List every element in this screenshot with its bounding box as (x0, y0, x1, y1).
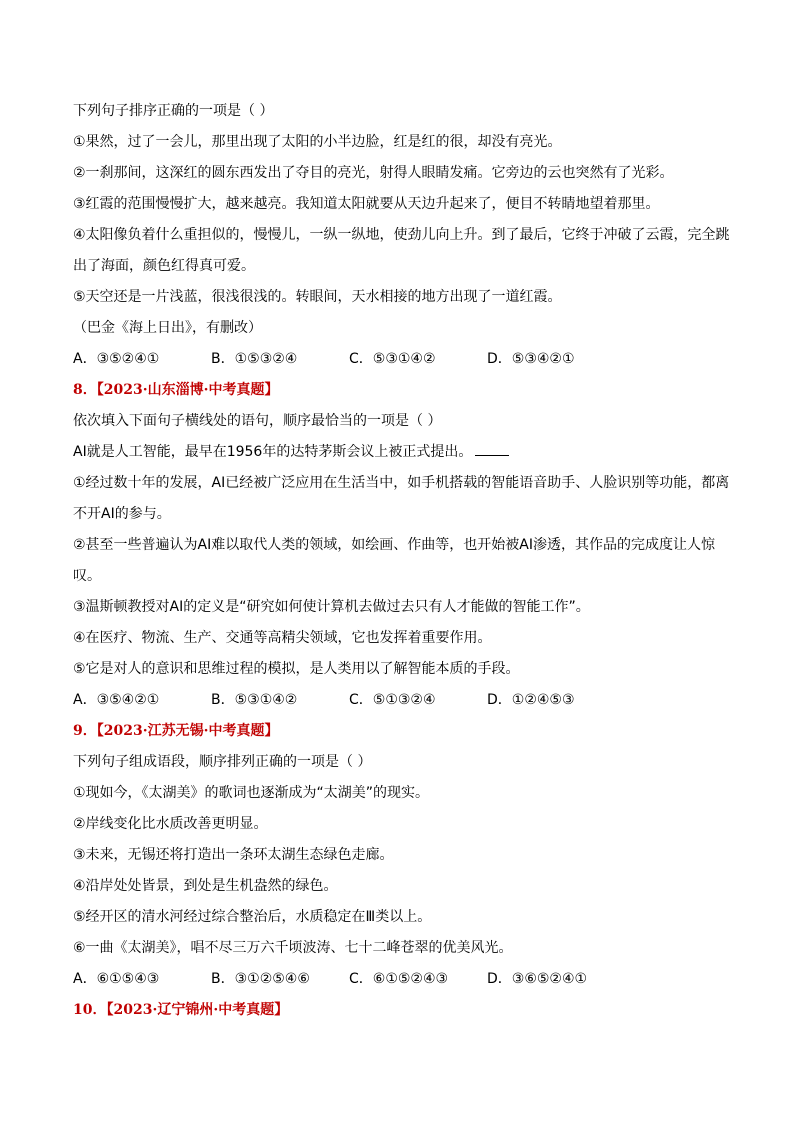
q8-options (73, 691, 733, 709)
q9-sentence-4: ④沿岸处处皆景，到处是生机盎然的绿色。 (73, 878, 338, 894)
q8-heading: 8．【2023·山东淄博·中考真题】 (73, 382, 279, 398)
q9-option-b[interactable]: B．③①②⑤④⑥ (211, 971, 310, 987)
q7-option-a[interactable]: A．③⑤②④① (73, 351, 160, 367)
q7-option-c[interactable]: C．⑤③①④② (349, 351, 436, 367)
q7-sentence-4: ④太阳像负着什么重担似的，慢慢儿，一纵一纵地，使劲儿向上升。到了最后，它终于冲破了云霞，完全跳出了海面，颜色红得真可爱。 (73, 227, 730, 274)
q9-option-d[interactable]: D．③⑥⑤②④① (487, 971, 588, 987)
q9-heading: 9．【2023·江苏无锡·中考真题】 (73, 723, 279, 739)
q8-option-c[interactable]: C．⑤①③②④ (349, 692, 436, 708)
q8-option-a[interactable]: A．③⑤④②① (73, 692, 160, 708)
q8-sentence-5: ⑤它是对人的意识和思维过程的模拟，是人类用以了解智能本质的手段。 (73, 661, 520, 677)
q9-sentence-1: ①现如今，《太湖美》的歌词也逐渐成为“太湖美”的现实。 (73, 785, 430, 801)
q7-options (73, 350, 733, 368)
q7-option-b[interactable]: B．①⑤③②④ (211, 351, 298, 367)
q9-sentence-5: ⑤经开区的清水河经过综合整治后，水质稳定在Ⅲ类以上。 (73, 909, 432, 925)
q8-sentence-4: ④在医疗、物流、生产、交通等高精尖领域，它也发挥着重要作用。 (73, 630, 492, 646)
answer-blank (475, 443, 509, 456)
q7-source: （巴金《海上日出》，有删改） (73, 320, 262, 336)
q9-sentence-6: ⑥一曲《太湖美》，唱不尽三万六千顷波涛、七十二峰苍翠的优美风光。 (73, 940, 513, 956)
q8-intro-text: AI就是人工智能，最早在1956年的达特茅斯会议上被正式提出。 (73, 444, 473, 460)
q8-sentence-3: ③温斯顿教授对AI的定义是“研究如何使计算机去做过去只有人才能做的智能工作”。 (73, 599, 590, 615)
q8-option-d[interactable]: D．①②④⑤③ (487, 692, 575, 708)
q7-sentence-3: ③红霞的范围慢慢扩大，越来越亮。我知道太阳就要从天边升起来了，便目不转睛地望着那里。 (73, 196, 660, 212)
q8-sentence-2: ②甚至一些普遍认为AI难以取代人类的领域，如绘画、作曲等，也开始被AI渗透，其作品的完成度让人惊叹。 (73, 537, 715, 584)
q9-stem: 下列句子组成语段，顺序排列正确的一项是（ ） (73, 754, 372, 770)
q8-stem: 依次填入下面句子横线处的语句，顺序最恰当的一项是（ ） (73, 413, 442, 429)
q9-options (73, 970, 733, 988)
q7-option-d[interactable]: D．⑤③④②① (487, 351, 575, 367)
q10-heading: 10．【2023·辽宁锦州·中考真题】 (73, 1002, 289, 1018)
q7-stem: 下列句子排序正确的一项是（ ） (73, 103, 274, 119)
q8-sentence-1: ①经过数十年的发展，AI已经被广泛应用在生活当中，如手机搭载的智能语音助手、人脸识别等功能，都离不开AI的参与。 (73, 475, 730, 522)
q9-sentence-3: ③未来，无锡还将打造出一条环太湖生态绿色走廊。 (73, 847, 394, 863)
q8-option-b[interactable]: B．⑤③①④② (211, 692, 298, 708)
q9-option-c[interactable]: C．⑥①⑤②④③ (349, 971, 449, 987)
q9-sentence-2: ②岸线变化比水质改善更明显。 (73, 816, 268, 832)
q7-sentence-5: ⑤天空还是一片浅蓝，很浅很浅的。转眼间，天水相接的地方出现了一道红霞。 (73, 289, 562, 305)
q9-option-a[interactable]: A．⑥①⑤④③ (73, 971, 160, 987)
q7-sentence-1: ①果然，过了一会儿，那里出现了太阳的小半边脸，红是红的很，却没有亮光。 (73, 134, 562, 150)
q8-intro (73, 443, 733, 461)
q7-sentence-2: ②一刹那间，这深红的圆东西发出了夺目的亮光，射得人眼睛发痛。它旁边的云也突然有了光彩。 (73, 165, 674, 181)
